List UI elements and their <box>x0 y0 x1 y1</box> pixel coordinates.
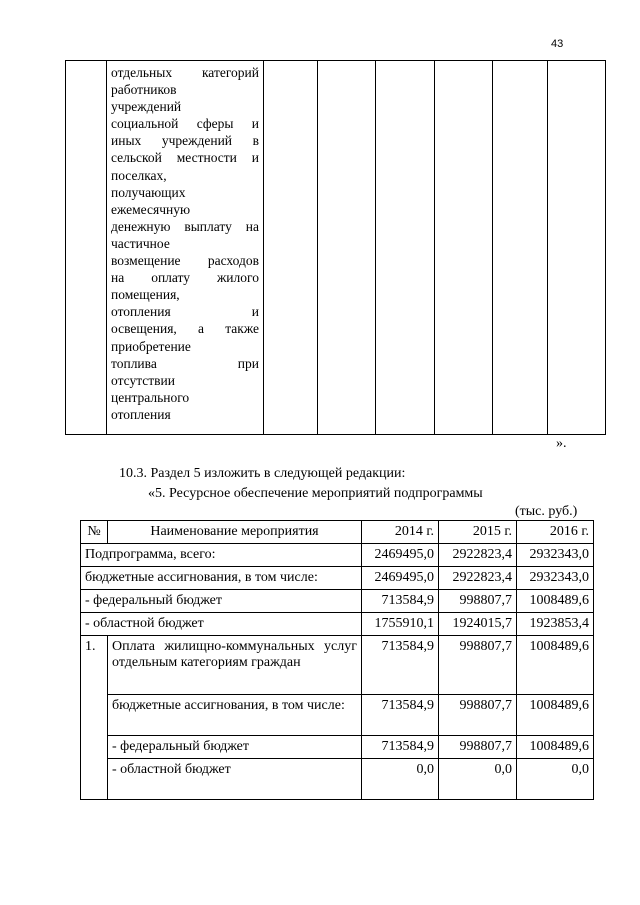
empty-cell <box>318 61 376 435</box>
subsection-title: «5. Ресурсное обеспечение мероприятий подпрограммы <box>148 486 483 501</box>
description-line: иных учреждений в <box>111 133 259 149</box>
resource-table <box>80 520 594 800</box>
value-2016: 1008489,6 <box>517 736 594 759</box>
description-line: освещения, а также <box>111 321 259 337</box>
header-number: № <box>81 521 108 544</box>
value-2015: 1924015,7 <box>439 613 517 636</box>
item-label: бюджетные ассигнования, в том числе: <box>108 695 362 736</box>
continuation-table <box>65 60 606 435</box>
empty-cell <box>548 61 606 435</box>
value-2015: 0,0 <box>439 759 517 800</box>
header-2014: 2014 г. <box>362 521 439 544</box>
table-row <box>81 736 594 759</box>
value-2014: 2469495,0 <box>362 567 439 590</box>
empty-cell <box>376 61 435 435</box>
units-note: (тыс. руб.) <box>515 504 578 519</box>
value-2014: 713584,9 <box>362 736 439 759</box>
header-2015: 2015 г. <box>439 521 517 544</box>
value-2016: 0,0 <box>517 759 594 800</box>
description-line: возмещение расходов <box>111 253 259 269</box>
closing-quote: ». <box>556 436 567 451</box>
value-2014: 1755910,1 <box>362 613 439 636</box>
item-label: - федеральный бюджет <box>108 736 362 759</box>
page-number: 43 <box>551 38 564 50</box>
table-row <box>81 759 594 800</box>
description-line: отсутствии <box>111 372 175 388</box>
table-row <box>81 567 594 590</box>
description-line: отопления и <box>111 304 259 320</box>
value-2015: 998807,7 <box>439 736 517 759</box>
row-label: - областной бюджет <box>81 613 362 636</box>
value-2016: 1008489,6 <box>517 636 594 695</box>
description-line: социальной сферы и <box>111 116 259 132</box>
value-2016: 1008489,6 <box>517 590 594 613</box>
value-2014: 2469495,0 <box>362 544 439 567</box>
value-2015: 998807,7 <box>439 695 517 736</box>
description-line: отопления <box>111 406 171 422</box>
empty-cell <box>66 61 107 435</box>
header-row <box>81 521 594 544</box>
value-2016: 2932343,0 <box>517 567 594 590</box>
empty-cell <box>435 61 493 435</box>
row-label: - федеральный бюджет <box>81 590 362 613</box>
description-line: денежную выплату на <box>111 218 259 234</box>
description-line: ежемесячную <box>111 201 191 217</box>
header-name: Наименование мероприятия <box>108 521 362 544</box>
value-2015: 998807,7 <box>439 636 517 695</box>
section-heading: 10.3. Раздел 5 изложить в следующей редакции: <box>119 466 406 481</box>
header-2016: 2016 г. <box>517 521 594 544</box>
description-line: помещения, <box>111 287 180 303</box>
description-line: поселках, <box>111 167 167 183</box>
value-2014: 0,0 <box>362 759 439 800</box>
row-label: Подпрограмма, всего: <box>81 544 362 567</box>
description-line: отдельных категорий <box>111 65 259 80</box>
table-row <box>81 544 594 567</box>
item-label: Оплата жилищно-коммунальных услуг отдельным категориям граждан <box>108 636 362 695</box>
description-line: топлива при <box>111 355 259 371</box>
table-row <box>81 590 594 613</box>
description-line: частичное <box>111 235 170 251</box>
row-label: бюджетные ассигнования, в том числе: <box>81 567 362 590</box>
value-2016: 1923853,4 <box>517 613 594 636</box>
value-2014: 713584,9 <box>362 636 439 695</box>
description-line: учреждений <box>111 99 182 115</box>
description-line: получающих <box>111 184 186 200</box>
description-cell <box>107 61 264 435</box>
description-line: на оплату жилого <box>111 270 259 286</box>
table-row <box>81 613 594 636</box>
value-2016: 1008489,6 <box>517 695 594 736</box>
empty-cell <box>493 61 548 435</box>
value-2015: 998807,7 <box>439 590 517 613</box>
table-row <box>81 636 594 695</box>
value-2016: 2932343,0 <box>517 544 594 567</box>
value-2015: 2922823,4 <box>439 567 517 590</box>
value-2015: 2922823,4 <box>439 544 517 567</box>
item-label: - областной бюджет <box>108 759 362 800</box>
description-line: центрального <box>111 389 190 405</box>
description-line: работников <box>111 82 177 98</box>
value-2014: 713584,9 <box>362 590 439 613</box>
item-number: 1. <box>81 636 108 800</box>
value-2014: 713584,9 <box>362 695 439 736</box>
table-row <box>81 695 594 736</box>
description-line: приобретение <box>111 338 191 354</box>
empty-cell <box>264 61 318 435</box>
description-line: сельской местности и <box>111 150 259 166</box>
